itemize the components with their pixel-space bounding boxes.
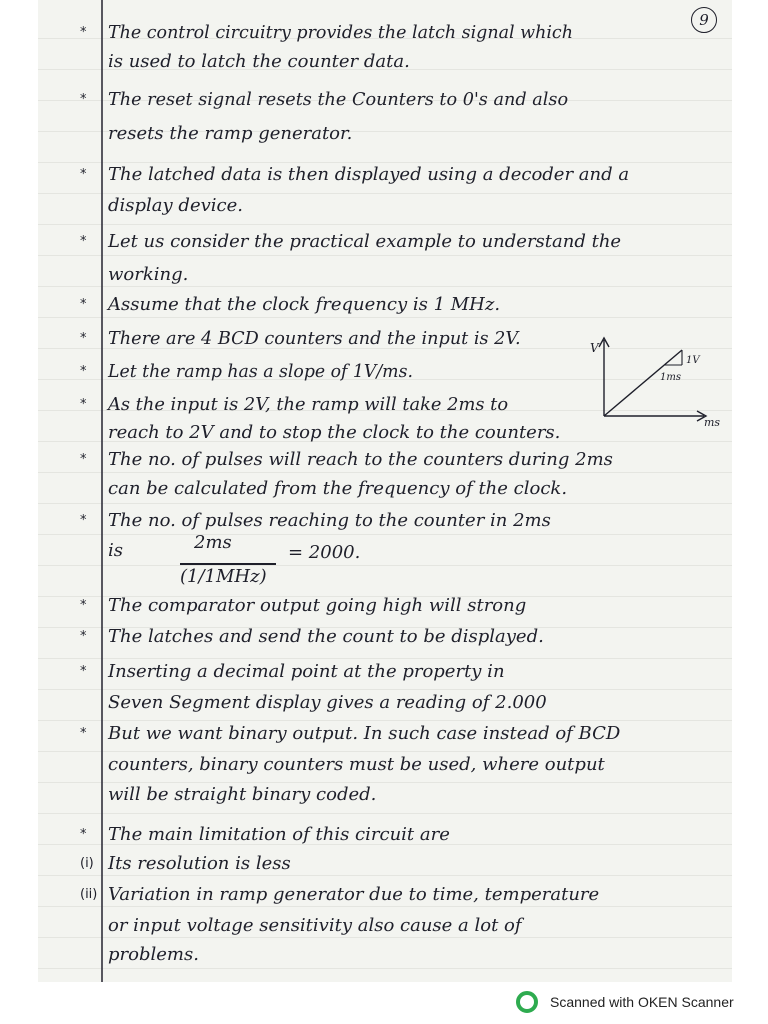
line-bullet: * bbox=[80, 297, 87, 312]
handwritten-line: The main limitation of this circuit are bbox=[108, 824, 450, 845]
handwritten-line: The reset signal resets the Counters to 0's and also bbox=[108, 89, 569, 110]
ramp-x-label: ms bbox=[704, 416, 721, 429]
oken-scanner-logo-icon bbox=[516, 991, 538, 1013]
fraction-denominator: (1/1MHz) bbox=[180, 566, 267, 587]
line-bullet: (ii) bbox=[80, 887, 98, 902]
handwritten-line: or input voltage sensitivity also cause a lot of bbox=[108, 915, 522, 936]
handwritten-line: will be straight binary coded. bbox=[108, 784, 377, 805]
ruled-line bbox=[38, 813, 732, 814]
line-bullet: * bbox=[80, 234, 87, 249]
line-bullet: * bbox=[80, 664, 87, 679]
line-bullet: * bbox=[80, 827, 87, 842]
handwritten-line: Seven Segment display gives a reading of 2.000 bbox=[108, 692, 547, 713]
handwritten-line: Assume that the clock frequency is 1 MHz. bbox=[108, 294, 501, 315]
ruled-line bbox=[38, 565, 732, 566]
handwritten-line: There are 4 BCD counters and the input is 2V. bbox=[108, 328, 521, 349]
line-bullet: * bbox=[80, 397, 87, 412]
handwritten-line: display device. bbox=[108, 195, 243, 216]
line-bullet: * bbox=[80, 331, 87, 346]
handwritten-line: Its resolution is less bbox=[108, 853, 291, 874]
line-bullet: (i) bbox=[80, 856, 94, 871]
handwritten-line: Let the ramp has a slope of 1V/ms. bbox=[108, 361, 413, 382]
handwritten-line: The no. of pulses will reach to the counters during 2ms bbox=[108, 449, 613, 470]
handwritten-line: working. bbox=[108, 264, 189, 285]
handwritten-line: But we want binary output. In such case instead of BCD bbox=[108, 723, 621, 744]
handwritten-line: is used to latch the counter data. bbox=[108, 51, 410, 72]
handwritten-line: resets the ramp generator. bbox=[108, 123, 353, 144]
line-bullet: * bbox=[80, 167, 87, 182]
handwritten-line: The latches and send the count to be displayed. bbox=[108, 626, 544, 647]
line-bullet: * bbox=[80, 598, 87, 613]
handwritten-line: counters, binary counters must be used, where output bbox=[108, 754, 605, 775]
ramp-rise-label: 1V bbox=[686, 355, 700, 366]
handwritten-line: can be calculated from the frequency of the clock. bbox=[108, 478, 568, 499]
line-bullet: * bbox=[80, 726, 87, 741]
handwritten-line: reach to 2V and to stop the clock to the counters. bbox=[108, 422, 561, 443]
pulse-count-fraction bbox=[180, 530, 276, 592]
line-bullet: * bbox=[80, 513, 87, 528]
line-bullet: * bbox=[80, 364, 87, 379]
handwritten-line: The no. of pulses reaching to the counter in 2ms bbox=[108, 510, 551, 531]
handwritten-line: Variation in ramp generator due to time, temperature bbox=[108, 884, 600, 905]
ramp-run-label: 1ms bbox=[660, 372, 681, 383]
line-bullet: * bbox=[80, 452, 87, 467]
page-number: 9 bbox=[691, 7, 717, 33]
fraction-result: = 2000. bbox=[288, 542, 361, 563]
scanned-notebook-page bbox=[38, 0, 732, 982]
handwritten-line: The control circuitry provides the latch signal which bbox=[108, 22, 573, 43]
fraction-numerator: 2ms bbox=[194, 532, 232, 553]
ramp-y-label: V bbox=[590, 341, 599, 355]
handwritten-line: is bbox=[108, 540, 123, 561]
handwritten-line: The comparator output going high will strong bbox=[108, 595, 527, 616]
line-bullet: * bbox=[80, 92, 87, 107]
handwritten-line: problems. bbox=[108, 944, 199, 965]
ramp-line bbox=[604, 350, 682, 416]
fraction-bar bbox=[180, 563, 276, 565]
ramp-slope-sketch bbox=[586, 330, 726, 430]
line-bullet: * bbox=[80, 25, 87, 40]
scanner-watermark bbox=[516, 988, 734, 1016]
handwritten-line: Inserting a decimal point at the property in bbox=[108, 661, 505, 682]
handwritten-line: Let us consider the practical example to understand the bbox=[108, 231, 622, 252]
handwritten-line: The latched data is then displayed using a decoder and a bbox=[108, 164, 630, 185]
scanner-watermark-text: Scanned with OKEN Scanner bbox=[550, 994, 734, 1010]
line-bullet: * bbox=[80, 629, 87, 644]
margin-line bbox=[101, 0, 103, 982]
handwritten-line: As the input is 2V, the ramp will take 2ms to bbox=[108, 394, 509, 415]
